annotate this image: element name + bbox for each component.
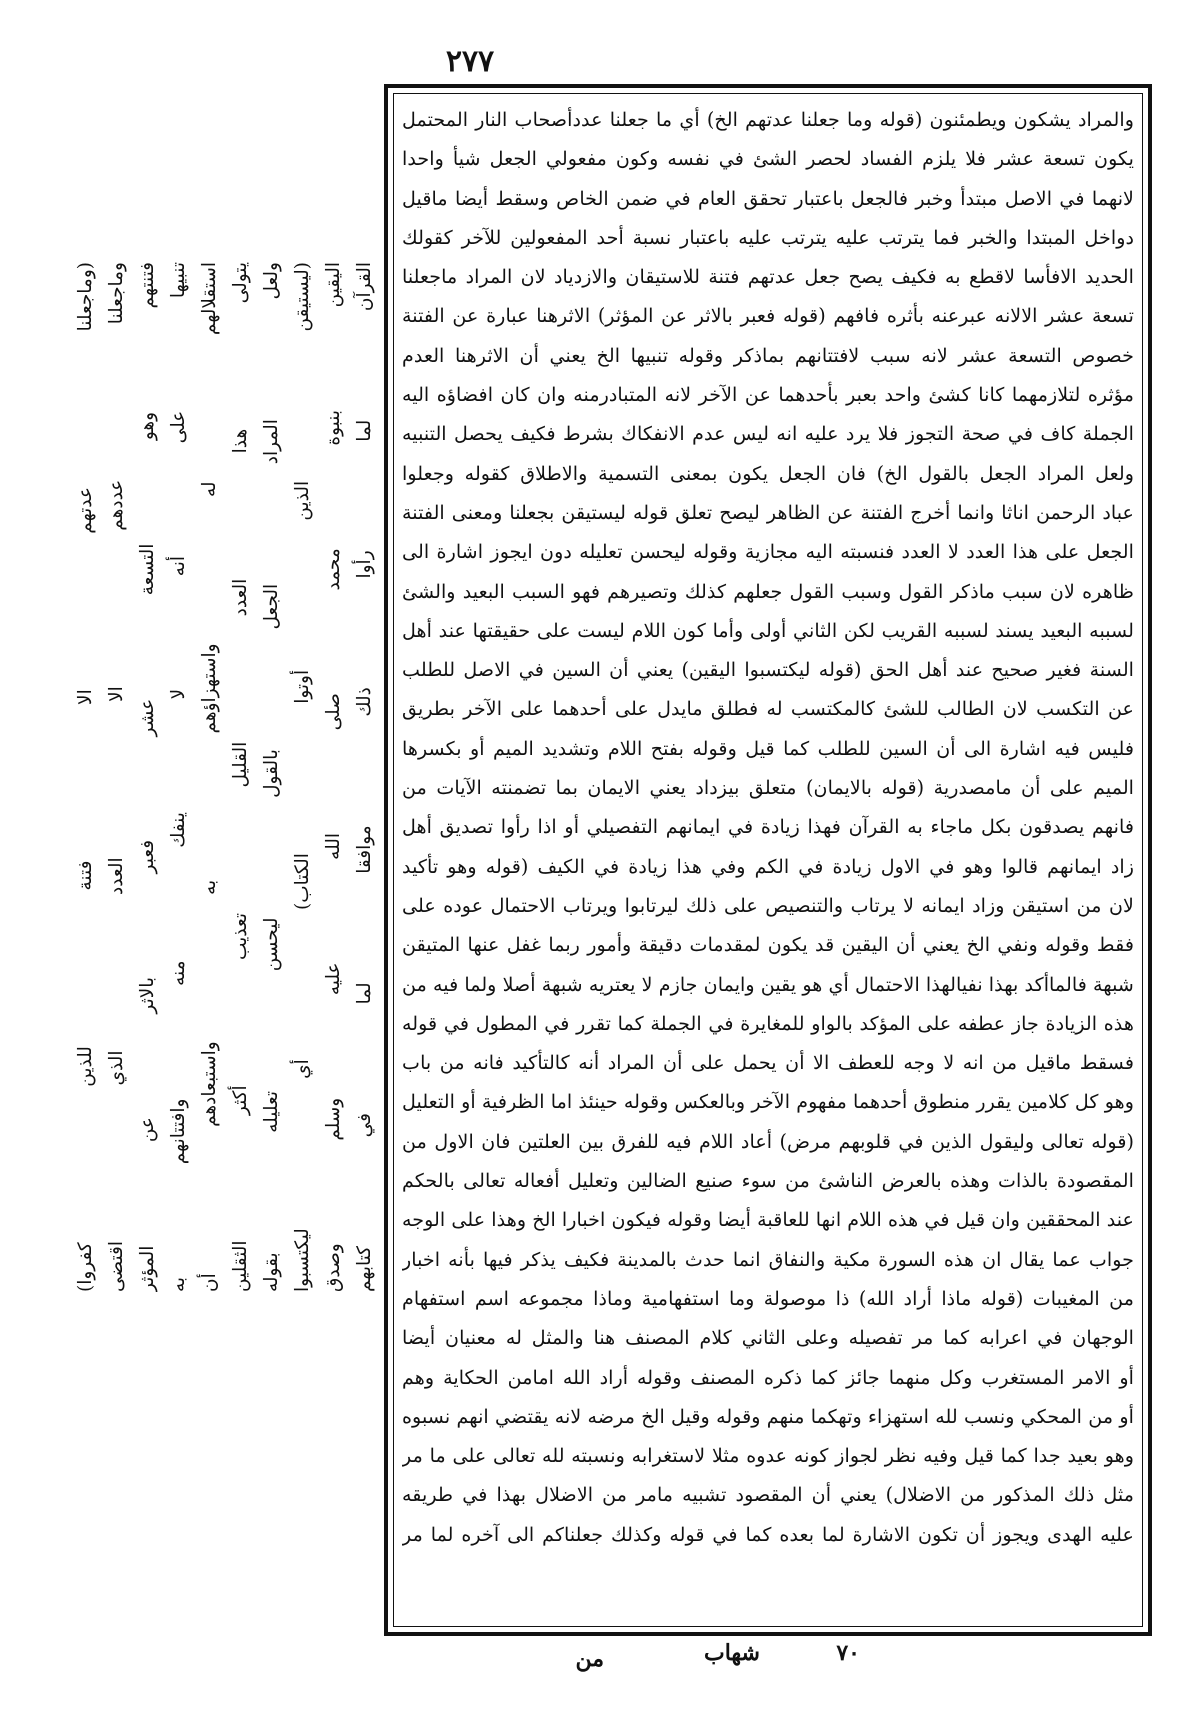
main-text-line: زاد ايمانهم قالوا وهو في الاول زيادة في الكم وفي هذا زيادة في الكيف (قوله وهو تأكيد bbox=[402, 854, 1134, 878]
main-text-line: فقط وقوله ونفي الخ يعني أن اليقين قد يكون لمقدمات دقيقة وأمور ربما غفل عنها المتيقن bbox=[402, 933, 1134, 957]
main-text-line: خصوص التسعة عشر لانه سبب لافتتانهم بماذكر وقوله تنبيها الخ يعني أن الاثرهنا العدم bbox=[402, 343, 1134, 367]
main-text-line: عباد الرحمن اناثا وانما أخرج الفتنة عن الظاهر ليصح تعلق قوله ليستيقن بجعلنا ومعنى الفتنة bbox=[402, 500, 1134, 524]
main-text-frame bbox=[384, 84, 1152, 1636]
main-text-line: مثل ذلك المذكور من الاضلال) يعني أن المقصود تشبيه مامر من الاضلال بهذا في طريقه bbox=[402, 1483, 1134, 1507]
main-text-line: (قوله تعالى وليقول الذين في قلوبهم مرض) أعاد اللام فيه للفرق بين العلتين فان الاول من bbox=[402, 1129, 1134, 1153]
main-text-line: من المغيبات (قوله ماذا أراد الله) ذا موصولة وما استفهامية وماذا مجموعه اسم استفهام bbox=[402, 1286, 1134, 1310]
main-text-line: السنة فغير صحيح عند أهل الحق (قوله ليكتسبوا اليقين) يعني أن السين في الاصل للطلب bbox=[402, 658, 1134, 682]
main-text-line: وهو بعيد جدا كما قيل وفيه نظر لجواز كونه عدوه مثلا لاستغرابه ونسبته لله تعالى على ما مر bbox=[402, 1444, 1134, 1468]
margin-line: استقلالهم له واستهزاؤهم به واستبعادهم أن bbox=[199, 262, 220, 1292]
margin-line bbox=[380, 262, 382, 1292]
main-text-line: تسعة عشر الالانه عبرعنه بأثره فافهم (قوله فعبر بالاثر عن المؤثر) الاثرهنا عبارة عن الفتنة bbox=[402, 304, 1134, 328]
main-text-line: أو من المحكي ونسب لله استهزاء وتهكما منهم وقوله وقيل الخ مرضه لانه يقتضي انهم نسبوه bbox=[402, 1404, 1134, 1428]
main-text-line: جواب عما يقال ان هذه السورة مكية والنفاق انما حدث بالمدينة فكيف يذكر فيها بأنه اخبار bbox=[402, 1247, 1134, 1271]
main-text-line: الجعل على هذا العدد لا العدد فنسبته اليه مجازية وقوله ليحسن تعليله دون ايجوز اشارة الى bbox=[402, 540, 1134, 564]
margin-line: (ليستيقن الذين أوتوا الكتاب) أي ليكتسبوا bbox=[292, 262, 313, 1292]
margin-line: يتولى هذا العدد القليل تعذيب أكثر الثقلين bbox=[230, 262, 251, 1292]
main-text-line: أو الامر المستغرب وكل منهما جائز كما ذكره المصنف وقوله أراد الله امامن الحكاية وهم bbox=[402, 1365, 1134, 1389]
signature-number: ٧٠ bbox=[836, 1640, 860, 1666]
margin-line: (وماجعلنا عدتهم الا فتنة للذين كفروا) bbox=[75, 262, 96, 1292]
main-text-line: الوجهان في اعرابه كما مر تفصيله وعلى الثاني كلام المصنف هنا والمثل له معنيان أيضا bbox=[402, 1326, 1134, 1350]
margin-line: اليقين بنبوة محمد صلى الله عليه وسلم وصدق bbox=[323, 262, 344, 1292]
footer-signature bbox=[384, 1640, 1152, 1680]
main-text-line: ظاهره لان سبب ماذكر القول وسبب القول جعلهم كذلك وتصيرهم فهو السبب البعيد والشئ bbox=[402, 579, 1134, 603]
margin-line: القرآن لما رأوا ذلك موافقا لما في كتابهم bbox=[354, 262, 375, 1292]
main-text-line: فانهم يصدقون بكل ماجاء به القرآن فهذا زيادة في ايمانهم التفصيلي أو اذا رأوا تصديق أهل bbox=[402, 815, 1134, 839]
main-text-line: هذه الزيادة جاز عطفه على المؤكد بالواو للمغايرة في الجملة كما تقرر في المطول في قوله bbox=[402, 1011, 1134, 1035]
main-text-line: لانهما في الاصل مبتدأ وخبر فالجعل باعتبار تحقق العام في ضمن الخاص وسقط أيضا ماقيل bbox=[402, 186, 1134, 210]
main-commentary-text bbox=[402, 100, 1134, 1620]
margin-commentary-text bbox=[70, 262, 382, 1292]
page-number: ٢٧٧ bbox=[445, 44, 495, 79]
margin-commentary bbox=[70, 262, 382, 1292]
main-text-line: المقصودة بالذات وهذه بالعرض الناشئ من سوء صنيع الضالين وتعليل أفعاله تعالى بالحكم bbox=[402, 1169, 1134, 1193]
main-text-line: والمراد يشكون ويطمئنون (قوله وما جعلنا عدتهم الخ) أي ما جعلنا عددأصحاب النار المحتمل bbox=[402, 108, 1134, 131]
main-text-line: شبهة فالماأكد بهذا نفيالهذا الاحتمال أي هو يقين وايمان جازم لا يعتريه شبهة أصلا ولما فيه من bbox=[402, 972, 1134, 996]
main-text-line: عليه الهدى ويجوز أن تكون الاشارة لما بعده كما في قوله وكذلك جعلناكم الى آخره لما مر bbox=[402, 1522, 1134, 1546]
main-text-line: الجملة كاف في صحة التجوز فلا يرد عليه انه ليس عدم الانفكاك بشرط فكيف يحصل التنبيه bbox=[402, 422, 1134, 446]
margin-line: ولعل المراد الجعل بالقول ليحسن تعليله بقوله bbox=[261, 262, 282, 1292]
margin-line: تنبيها على أنه لا ينفك منه وافتتانهم به bbox=[168, 262, 189, 1292]
main-text-line: الحديد الافأسا لاقطع به فكيف يصح جعل عدتهم فتنة للاستيقان والازدياد لان المراد ماجعلنا bbox=[402, 265, 1134, 289]
main-text-line: يكون تسعة عشر فلا يلزم الفساد لحصر الشئ في نفسه وكون مفعولي الجعل شيأ واحدا bbox=[402, 147, 1134, 171]
catchword: من bbox=[575, 1646, 604, 1672]
main-text-line: لسببه البعيد يسند لسببه القريب لكن الثاني أولى وأما كون اللام ليست على حقيقتها عند أهل bbox=[402, 618, 1134, 642]
main-text-line: لان من استيقن وزاد ايمانه لا يرتاب والتنصيص على ذلك ليرتابوا ويرتاب الاحتمال عوده على bbox=[402, 893, 1134, 917]
main-text-line: فليس فيه اشارة الى أن السين للطلب كما قيل وقوله بفتح اللام وتشديد الميم أو بكسرها bbox=[402, 736, 1134, 760]
main-text-line: دواخل المبتدا والخبر فما يترتب عليه يترتب عليه باعتبار نسبة أحد المفعولين للآخر كقولك bbox=[402, 225, 1134, 249]
signature-word: شهاب bbox=[704, 1640, 760, 1666]
main-text-line: عن التكسب لان الطالب للشئ كالمكتسب له فطلق مايدل على أحدهما على الآخر بطريق bbox=[402, 697, 1134, 721]
margin-line: فتنتهم وهو التسعة عشر فعبر بالاثر عن المؤثر bbox=[137, 262, 158, 1292]
main-text-line: عند المحققين وان قيل في هذه اللام انها للعاقبة أيضا وقوله فيكون اخبارا الخ وهذا على الوجه bbox=[402, 1208, 1134, 1232]
main-text-line: مؤثره لتلازمهما كانا كشئ واحد بعبر بأحدهما عن الآخر لانه المتبادرمنه وان كان افضاؤه اليه bbox=[402, 383, 1134, 407]
main-text-line: وهو كل كلامين يقرر منطوق أحدهما مفهوم الآخر وبالعكس وقوله حينئذ اما الظرفية أو التعليل bbox=[402, 1090, 1134, 1114]
main-text-line: ولعل المراد الجعل بالقول الخ) فان الجعل يكون بمعنى التسمية والاطلاق كقوله وجعلوا bbox=[402, 461, 1134, 485]
main-text-line: فسقط ماقيل من انه لا وجه للعطف الا أن يحمل على أن المراد أنه كالتأكيد فانه من باب bbox=[402, 1051, 1134, 1075]
margin-line: وماجعلنا عددهم الا العدد الذي اقتضى bbox=[106, 262, 127, 1292]
main-text-line: الميم على أن مامصدرية (قوله بالايمان) متعلق بيزداد يعني الايمان بما تضمنته الآيات من bbox=[402, 776, 1134, 800]
